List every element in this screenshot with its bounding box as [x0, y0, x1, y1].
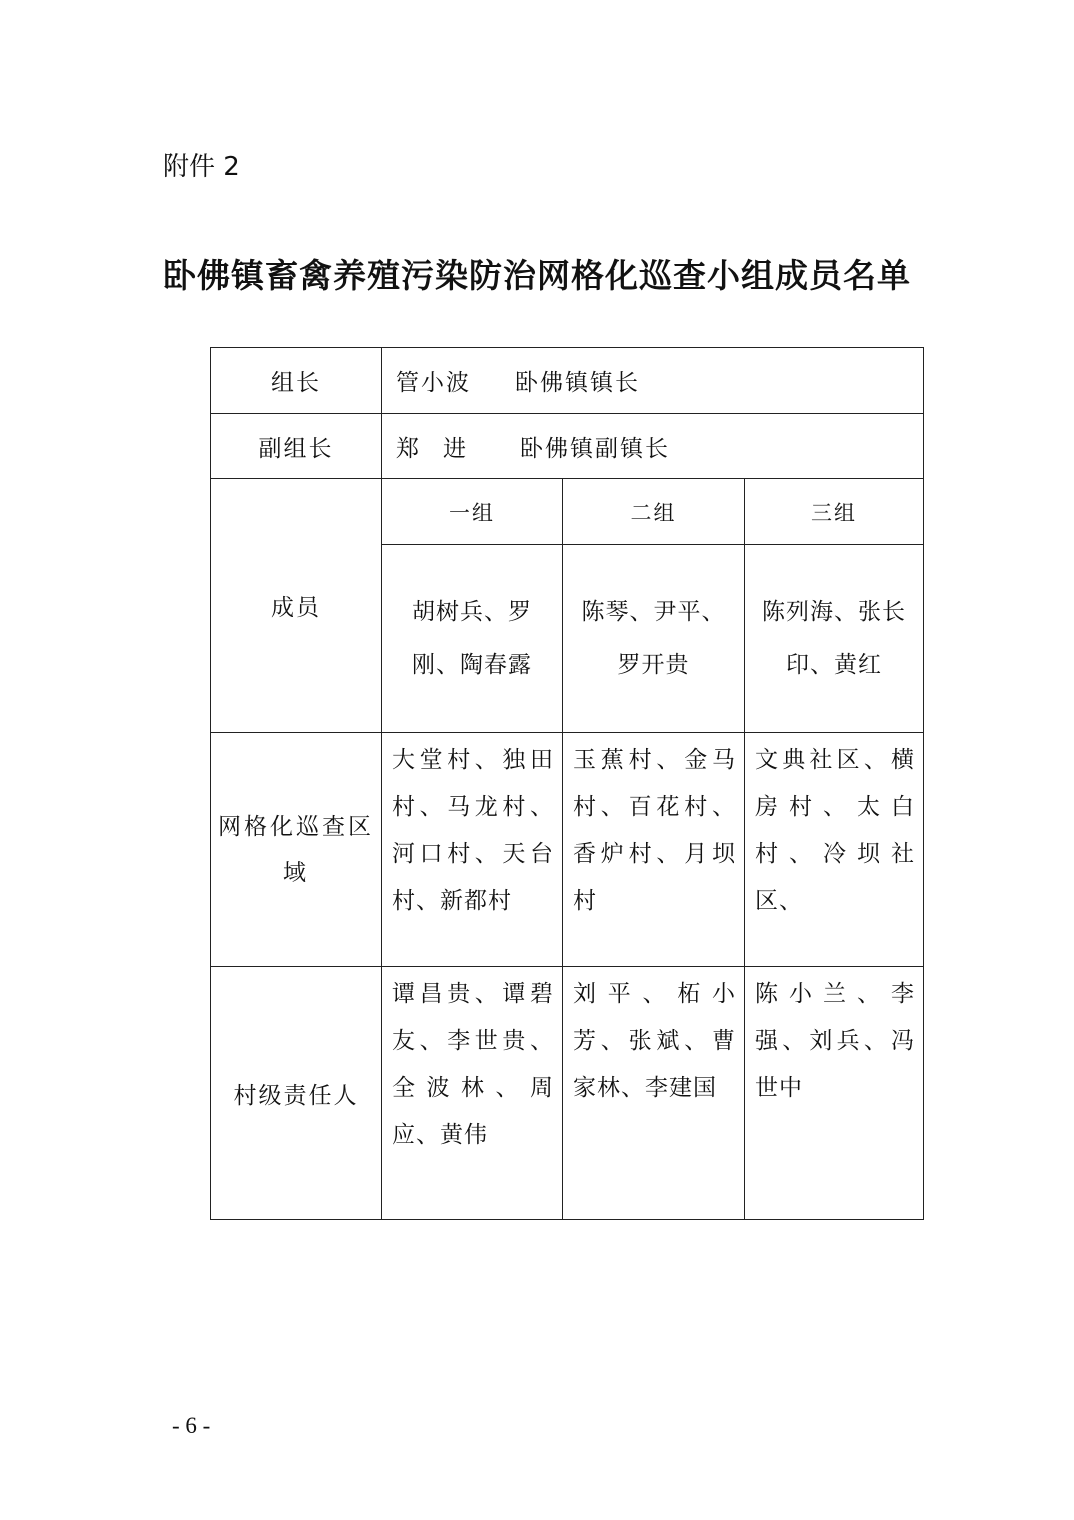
group-1-header: 一组: [382, 479, 563, 545]
page-number: - 6 -: [172, 1413, 211, 1438]
village-lead-row: [211, 967, 924, 1220]
group-2-areas: 玉蕉村、金马村、百花村、香炉村、月坝村: [563, 733, 745, 967]
document-title: 卧佛镇畜禽养殖污染防治网格化巡查小组成员名单: [163, 256, 911, 295]
group-3-members: 陈列海、张长印、黄红: [745, 545, 924, 733]
group-1-members: 胡树兵、罗刚、陶春露: [382, 545, 563, 733]
leader-position: 卧佛镇镇长: [515, 370, 640, 396]
leader-row: [211, 348, 924, 414]
leader-info: [382, 348, 924, 414]
leader-name: 管小波: [396, 370, 471, 396]
group-1-areas: 大堂村、独田村、马龙村、河口村、天台村、新都村: [382, 733, 563, 967]
group-header-row: [211, 479, 924, 545]
area-label: 网格化巡查区域: [211, 733, 382, 967]
deputy-position: 卧佛镇副镇长: [520, 435, 670, 462]
group-1-village-leads: 谭昌贵、谭碧友、李世贵、全波林、周应、黄伟: [382, 967, 563, 1220]
group-3-village-leads: 陈小兰、李强、刘兵、冯世中: [745, 967, 924, 1220]
area-row: [211, 733, 924, 967]
group-2-header: 二组: [563, 479, 745, 545]
attachment-label: 附件 2: [163, 152, 240, 182]
deputy-row: [211, 414, 924, 479]
deputy-label: 副组长: [211, 414, 382, 479]
deputy-name-first: 郑: [396, 435, 421, 462]
roster-table: [210, 347, 924, 1220]
deputy-name-second: 进: [443, 435, 468, 462]
village-lead-label: 村级责任人: [211, 967, 382, 1220]
group-2-members: 陈琴、尹平、罗开贵: [563, 545, 745, 733]
group-3-header: 三组: [745, 479, 924, 545]
group-2-village-leads: 刘平、柘小芳、张斌、曹家林、李建国: [563, 967, 745, 1220]
deputy-info: [382, 414, 924, 479]
group-3-areas: 文典社区、横房村、太白村、冷坝社区、: [745, 733, 924, 967]
members-label: 成员: [211, 479, 382, 733]
leader-label: 组长: [211, 348, 382, 414]
